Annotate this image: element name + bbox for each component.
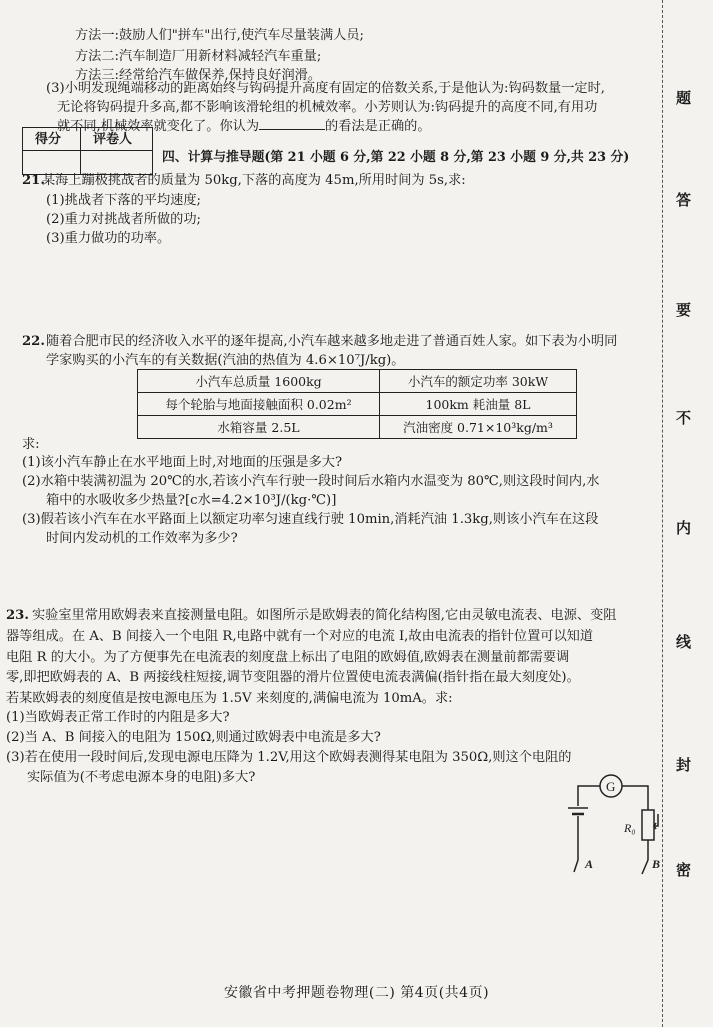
q20-part3-line3-a: 就不同,机械效率就变化了。你认为 xyxy=(57,119,260,134)
q20-method1: 方法一:鼓励人们"拼车"出行,使汽车尽量装满人员; xyxy=(75,28,364,43)
q22-number: 22. xyxy=(22,334,45,349)
q21-item3: (3)重力做功的功率。 xyxy=(46,231,171,246)
score-label: 得分 xyxy=(35,132,62,147)
q22-ask: 求: xyxy=(22,437,40,452)
binding-line xyxy=(662,0,663,1027)
side-char: 线 xyxy=(676,633,692,651)
q22-item2-line1: (2)水箱中装满初温为 20℃的水,若该小汽车行驶一段时间后水箱内水温变为 80℃,则这段时间内,水 xyxy=(22,474,600,489)
q20-part3-line1: (3)小明发现绳端移动的距离始终与钩码提升高度有固定的倍数关系,于是他认为:钩码数量一定时, xyxy=(46,81,606,96)
q23-line4: 零,即把欧姆表的 A、B 两接线柱短接,调节变阻器的滑片位置使电流表满偏(指针指在最大刻度处)。 xyxy=(6,670,580,685)
table-cell: 每个轮胎与地面接触面积 0.02m² xyxy=(138,393,380,416)
side-char: 答 xyxy=(676,191,692,209)
page-footer: 安徽省中考押题卷物理(二) 第4页(共4页) xyxy=(223,985,490,1001)
q22-item3-line2: 时间内发动机的工作效率为多少? xyxy=(46,531,238,546)
ohmmeter-circuit xyxy=(560,768,670,898)
q23-item1: (1)当欧姆表正常工作时的内阻是多大? xyxy=(6,710,230,725)
q20-method3: 方法三:经常给汽车做保养,保持良好润滑。 xyxy=(75,68,322,83)
section4-title: 四、计算与推导题(第 21 小题 6 分,第 22 小题 8 分,第 23 小题 9 分,共 23 分) xyxy=(162,150,630,165)
q23-item3-line1: (3)若在使用一段时间后,发现电源电压降为 1.2V,用这个欧姆表测得某电阻为 350Ω,则这个电阻的 xyxy=(6,750,572,765)
answer-blank[interactable] xyxy=(259,115,325,130)
q22-stem-line1: 随着合肥市民的经济收入水平的逐年提高,小汽车越来越多地走进了普通百姓人家。如下表为小明同 xyxy=(46,334,618,349)
table-cell: 100km 耗油量 8L xyxy=(380,393,577,416)
q20-method2: 方法二:汽车制造厂用新材料减轻汽车重量; xyxy=(75,49,322,64)
table-cell: 小汽车总质量 1600kg xyxy=(138,370,380,393)
grader-label: 评卷人 xyxy=(93,132,133,147)
q23-line1: 实验室里常用欧姆表来直接测量电阻。如图所示是欧姆表的简化结构图,它由灵敏电流表、电源、变阻 xyxy=(32,608,617,623)
side-char: 内 xyxy=(676,519,692,537)
resistor-label: R₀ xyxy=(624,821,636,835)
table-cell: 汽油密度 0.71×10³kg/m³ xyxy=(380,416,577,439)
side-char: 密 xyxy=(676,861,692,879)
table-cell: 小汽车的额定功率 30kW xyxy=(380,370,577,393)
table-row xyxy=(138,416,577,439)
q22-item3-line1: (3)假若该小汽车在水平路面上以额定功率匀速直线行驶 10min,消耗汽油 1.3kg,则该小汽车在这段 xyxy=(22,512,599,527)
car-data-table xyxy=(137,369,577,439)
q22-item1: (1)该小汽车静止在水平地面上时,对地面的压强是多大? xyxy=(22,455,343,470)
q23-number: 23. xyxy=(6,608,29,623)
table-row xyxy=(138,370,577,393)
table-cell: 水箱容量 2.5L xyxy=(138,416,380,439)
q20-part3-line2: 无论将钩码提升多高,都不影响该滑轮组的机械效率。小芳则认为:钩码提升的高度不同,有用功 xyxy=(57,100,598,115)
q23-line3: 电阻 R 的大小。为了方便事先在电流表的刻度盘上标出了电阻的欧姆值,欧姆表在测量前都需要调 xyxy=(6,650,570,665)
q23-line5: 若某欧姆表的刻度值是按电源电压为 1.5V 来刻度的,满偏电流为 10mA。求: xyxy=(6,691,453,706)
terminal-a-label: A xyxy=(585,857,594,871)
q21-item1: (1)挑战者下落的平均速度; xyxy=(46,193,201,208)
table-row xyxy=(138,393,577,416)
q22-stem-line2: 学家购买的小汽车的有关数据(汽油的热值为 4.6×10⁷J/kg)。 xyxy=(46,353,405,368)
terminal-b-label: B xyxy=(652,857,661,871)
q21-number: 21. xyxy=(22,173,45,188)
side-char: 题 xyxy=(676,89,692,107)
side-char: 不 xyxy=(676,409,692,427)
score-box xyxy=(22,127,153,175)
q23-item2: (2)当 A、B 间接入的电阻为 150Ω,则通过欧姆表中电流是多大? xyxy=(6,730,381,745)
q20-part3-line3-b: 的看法是正确的。 xyxy=(325,119,431,134)
q21-item2: (2)重力对挑战者所做的功; xyxy=(46,212,201,227)
side-char: 要 xyxy=(676,301,692,319)
meter-label: G xyxy=(606,779,616,794)
q23-line2: 器等组成。在 A、B 间接入一个电阻 R,电路中就有一个对应的电流 I,故由电流表的指针位置可以知道 xyxy=(6,629,594,644)
side-char: 封 xyxy=(676,756,692,774)
q23-item3-line2: 实际值为(不考虑电源本身的电阻)多大? xyxy=(27,770,256,785)
q21-stem: 某海上蹦极挑战者的质量为 50kg,下落的高度为 45m,所用时间为 5s,求: xyxy=(42,173,466,188)
q22-item2-line2: 箱中的水吸收多少热量?[c水=4.2×10³J/(kg·℃)] xyxy=(46,493,337,508)
